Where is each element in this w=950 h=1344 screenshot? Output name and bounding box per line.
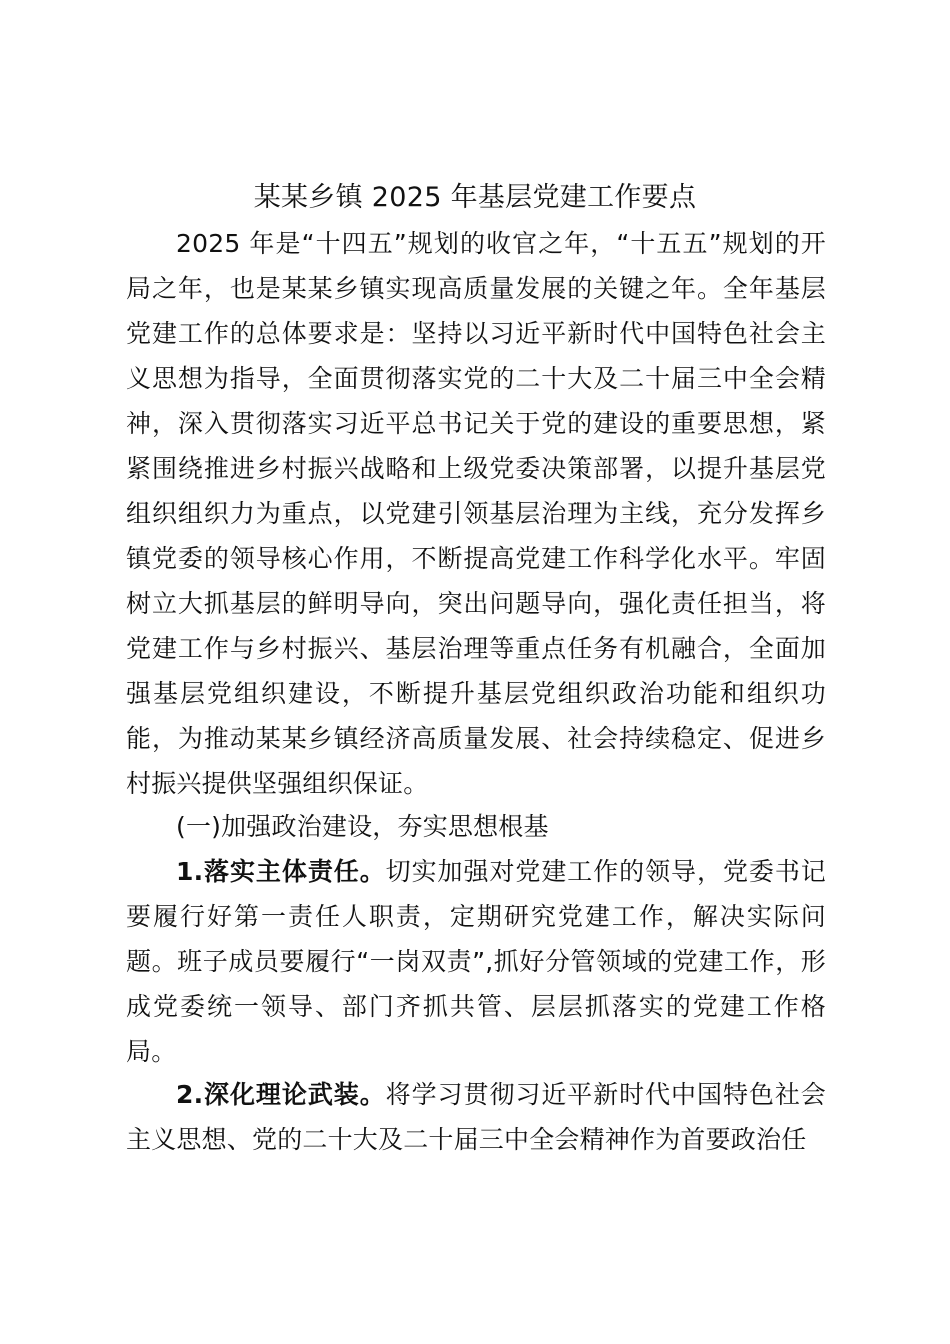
item-paragraph-1 [126,849,826,1074]
document-title: 某某乡镇 2025 年基层党建工作要点 [253,182,697,213]
item-text-2: 将学习贯彻习近平新时代中国特色社会主义思想、党的二十大及二十届三中全会精神作为首要政治任 [126,1080,826,1154]
intro-paragraph: 2025 年是“十四五”规划的收官之年，“十五五”规划的开局之年，也是某某乡镇实现高质量发展的关键之年。全年基层党建工作的总体要求是：坚持以习近平新时代中国特色社会主义思想为指导，全面贯彻落实党的二十大及二十届三中全会精神，深入贯彻落实习近平总书记关于党的建设的重要思想，紧紧围绕推进乡村振兴战略和上级党委决策部署，以提升基层党组织组织力为重点，以党建引领基层治理为主线，充分发挥乡镇党委的领导核心作用，不断提高党建工作科学化水平。牢固树立大抓基层的鲜明导向，突出问题导向，强化责任担当，将党建工作与乡村振兴、基层治理等重点任务有机融合，全面加强基层党组织建设，不断提升基层党组织政治功能和组织功能，为推动某某乡镇经济高质量发展、社会持续稳定、促进乡村振兴提供坚强组织保证。 [126,229,826,798]
item-paragraph-2 [126,1072,826,1162]
section-heading: (一)加强政治建设，夯实思想根基 [176,812,549,841]
item-lead-1: 1.落实主体责任。 [176,857,386,886]
item-text-1: 切实加强对党建工作的领导，党委书记要履行好第一责任人职责，定期研究党建工作，解决实际问题。班子成员要履行“一岗双责”,抓好分管领域的党建工作，形成党委统一领导、部门齐抓共管、层层抓落实的党建工作格局。 [126,857,826,1066]
item-lead-2: 2.深化理论武装。 [176,1080,386,1109]
